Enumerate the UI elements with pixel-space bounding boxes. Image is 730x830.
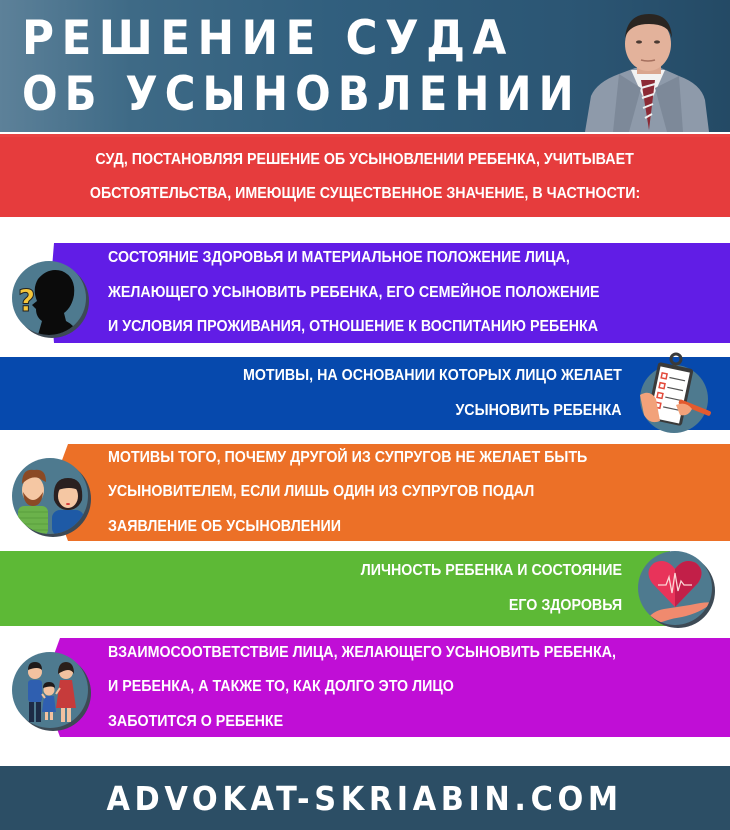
page-title-line1: РЕШЕНИЕ СУДА xyxy=(22,11,514,66)
header-banner xyxy=(0,0,730,132)
criterion-item-child-personality xyxy=(0,551,730,626)
intro-line2: ОБСТОЯТЕЛЬСТВА, ИМЕЮЩИЕ СУЩЕСТВЕННОЕ ЗНАЧЕНИЕ, В ЧАСТНОСТИ: xyxy=(89,185,641,202)
criterion-text xyxy=(0,551,622,626)
criterion-item-spouse xyxy=(0,444,730,541)
criterion-text xyxy=(108,444,720,541)
criterion-line: МОТИВЫ ТОГО, ПОЧЕМУ ДРУГОЙ ИЗ СУПРУГОВ НЕ ЖЕЛАЕТ БЫТЬ xyxy=(108,448,588,466)
website-link[interactable]: ADVOKAT-SKRIABIN.COM xyxy=(106,778,624,818)
criterion-line: ЗАЯВЛЕНИЕ ОБ УСЫНОВЛЕНИИ xyxy=(108,517,342,535)
clipboard-checklist-icon xyxy=(640,365,714,439)
criterion-text xyxy=(0,357,622,430)
criterion-line: УСЫНОВИТЕЛЕМ, ЕСЛИ ЛИШЬ ОДИН ИЗ СУПРУГОВ ПОДАЛ xyxy=(108,483,535,501)
criterion-text xyxy=(108,638,720,737)
criterion-item-health xyxy=(0,243,730,343)
criterion-item-motives xyxy=(0,357,730,430)
page-title-line2: ОБ УСЫНОВЛЕНИИ xyxy=(22,67,581,122)
couple-icon xyxy=(12,458,88,534)
criterion-line: ЕГО ЗДОРОВЬЯ xyxy=(508,596,622,614)
criterion-line: И РЕБЕНКА, А ТАКЖЕ ТО, КАК ДОЛГО ЭТО ЛИЦО xyxy=(108,678,454,696)
criterion-line: УСЫНОВИТЬ РЕБЕНКА xyxy=(455,401,622,419)
criterion-line: ЖЕЛАЮЩЕГО УСЫНОВИТЬ РЕБЕНКА, ЕГО СЕМЕЙНОЕ ПОЛОЖЕНИЕ xyxy=(108,283,600,301)
criterion-item-compatibility xyxy=(0,638,730,737)
family-icon xyxy=(12,652,88,728)
silhouette-question-icon xyxy=(12,261,86,335)
criterion-line: ЗАБОТИТСЯ О РЕБЕНКЕ xyxy=(108,712,284,730)
intro-banner xyxy=(0,137,730,217)
intro-line1: СУД, ПОСТАНОВЛЯЯ РЕШЕНИЕ ОБ УСЫНОВЛЕНИИ РЕБЕНКА, УЧИТЫВАЕТ xyxy=(95,151,635,168)
heart-in-hand-icon xyxy=(638,551,712,625)
lawyer-portrait-icon xyxy=(583,8,713,132)
criterion-line: И УСЛОВИЯ ПРОЖИВАНИЯ, ОТНОШЕНИЕ К ВОСПИТАНИЮ РЕБЕНКА xyxy=(108,318,599,336)
criterion-line: ЛИЧНОСТЬ РЕБЕНКА И СОСТОЯНИЕ xyxy=(360,562,622,579)
criterion-line: ВЗАИМОСООТВЕТСТВИЕ ЛИЦА, ЖЕЛАЮЩЕГО УСЫНОВИТЬ РЕБЕНКА, xyxy=(108,643,616,661)
criterion-line: МОТИВЫ, НА ОСНОВАНИИ КОТОРЫХ ЛИЦО ЖЕЛАЕТ xyxy=(243,367,622,384)
svg-text:?: ? xyxy=(18,284,36,319)
criterion-text xyxy=(108,243,720,343)
criterion-line: СОСТОЯНИЕ ЗДОРОВЬЯ И МАТЕРИАЛЬНОЕ ПОЛОЖЕНИЕ ЛИЦА, xyxy=(108,249,570,267)
footer-banner xyxy=(0,766,730,830)
